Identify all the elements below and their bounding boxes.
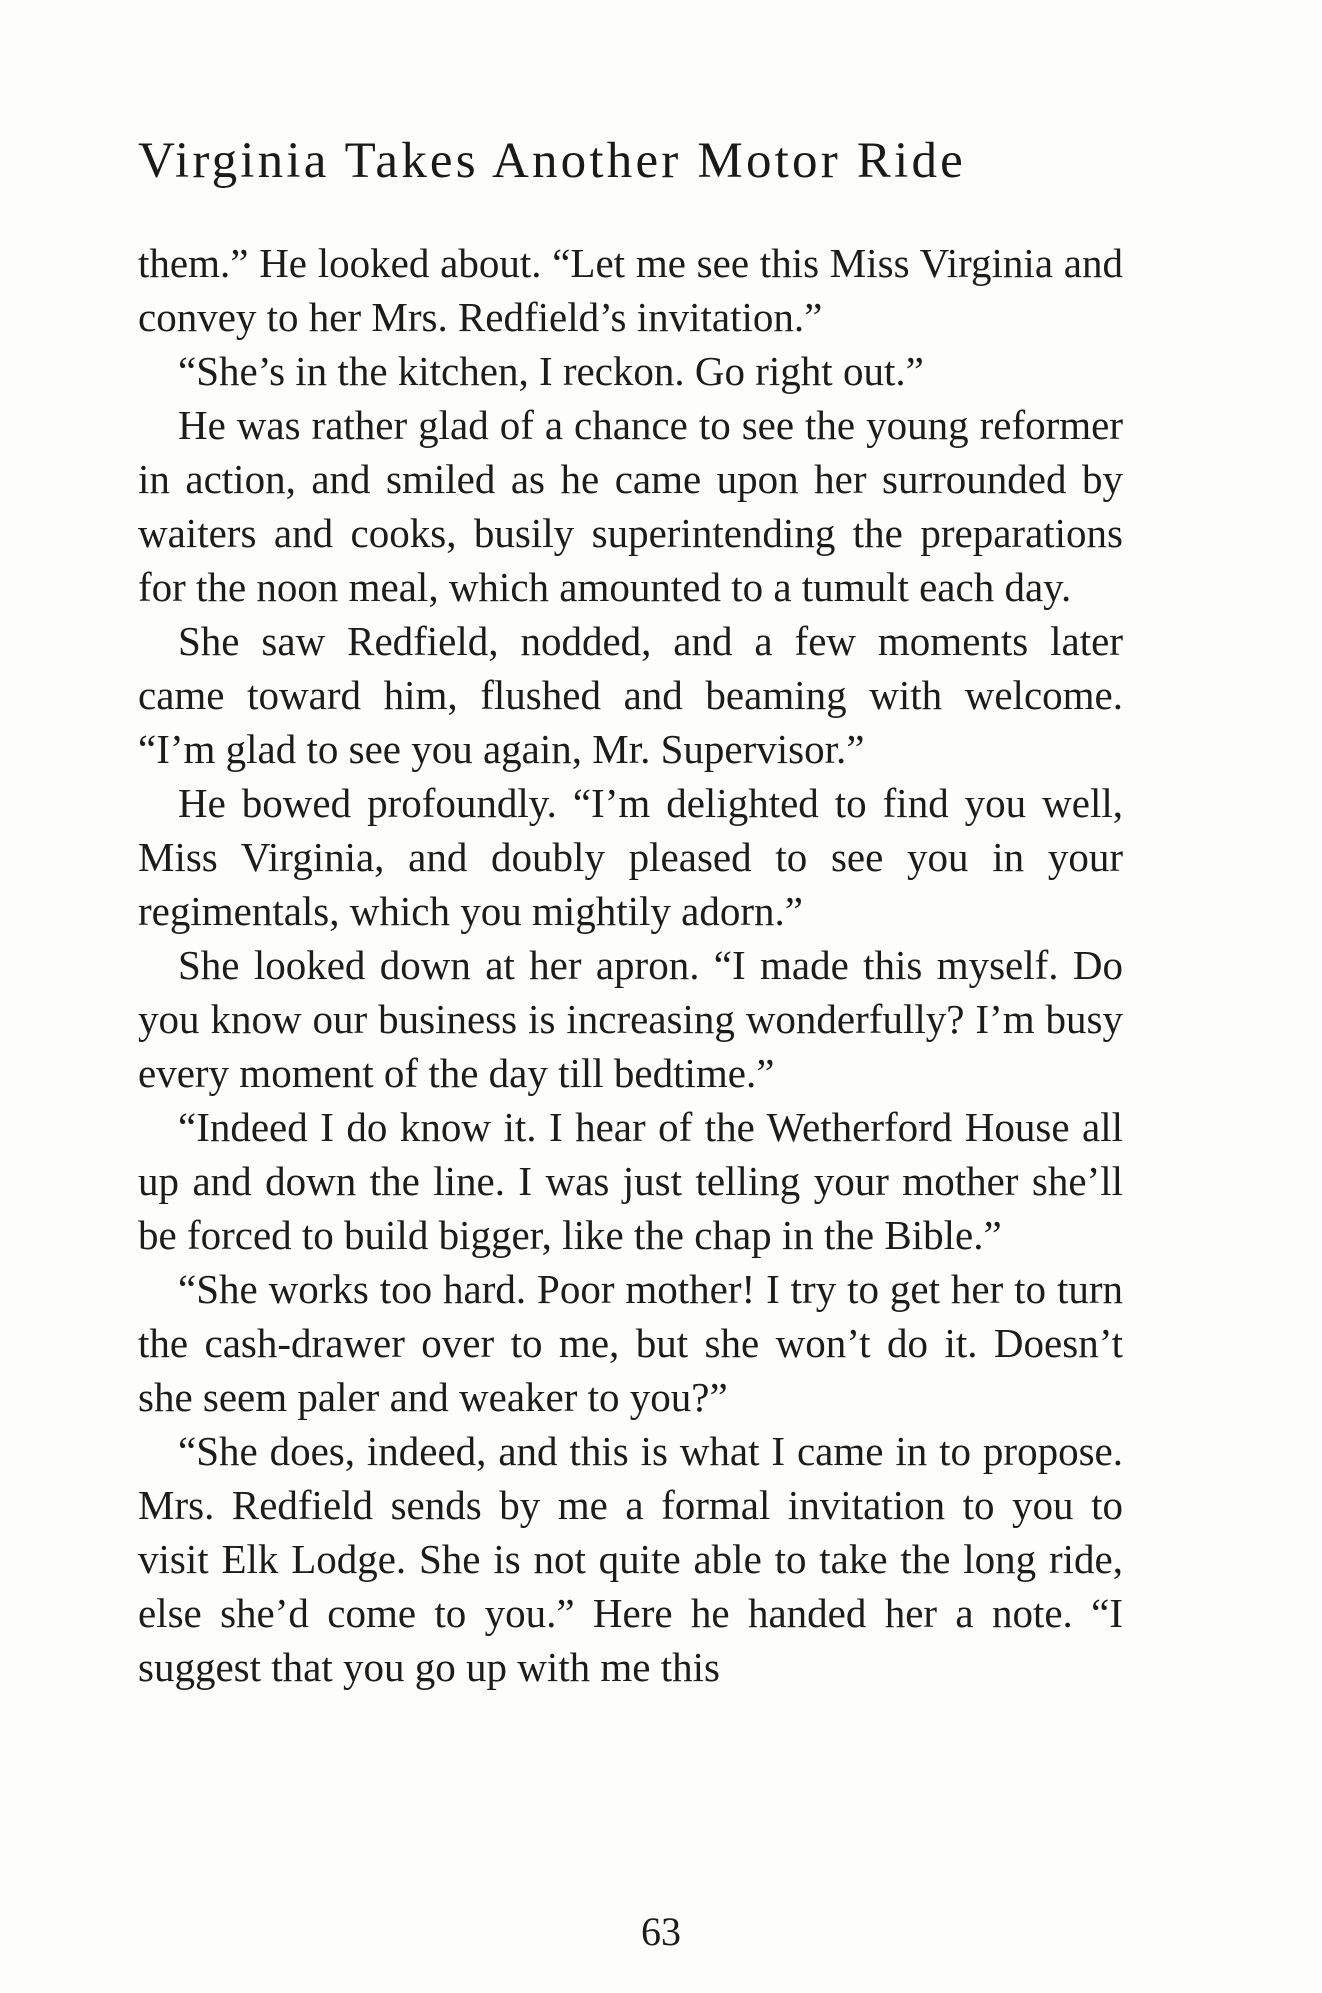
- paragraph: “She does, indeed, and this is what I came in to propose. Mrs. Redfield sends by me a formal invitation to you to visit Elk Lodge. She is not quite able to take the long ride, else she’d come to you.” Here he handed her a note. “I suggest that you go up with me this: [138, 1428, 1123, 1690]
- page-number: 63: [641, 1909, 681, 1954]
- paragraph: “She’s in the kitchen, I reckon. Go right out.”: [178, 348, 924, 394]
- paragraph: “She works too hard. Poor mother! I try to get her to turn the cash-drawer over to me, but she won’t do it. Doesn’t she seem paler and weaker to you?”: [138, 1266, 1123, 1420]
- paragraph: He bowed profoundly. “I’m delighted to find you well, Miss Virginia, and doubly pleased to see you in your regimentals, which you mightily adorn.”: [138, 780, 1123, 934]
- paragraph: them.” He looked about. “Let me see this Miss Virginia and convey to her Mrs. Redfield’s invitation.”: [138, 240, 1123, 340]
- paragraph: She saw Redfield, nodded, and a few moments later came toward him, flushed and beaming with welcome. “I’m glad to see you again, Mr. Supervisor.”: [138, 618, 1123, 772]
- paragraph: He was rather glad of a chance to see the young reformer in action, and smiled as he came upon her surrounded by waiters and cooks, busily superintending the preparations for the noon meal, which amounted to a tumult each day.: [138, 402, 1123, 610]
- paragraph: “Indeed I do know it. I hear of the Wetherford House all up and down the line. I was just telling your mother she’ll be forced to build bigger, like the chap in the Bible.”: [138, 1104, 1123, 1258]
- body-text: [138, 236, 1123, 1694]
- paragraph: She looked down at her apron. “I made this myself. Do you know our business is increasing wonderfully? I’m busy every moment of the day till bedtime.”: [138, 942, 1123, 1096]
- running-head: Virginia Takes Another Motor Ride: [138, 133, 966, 189]
